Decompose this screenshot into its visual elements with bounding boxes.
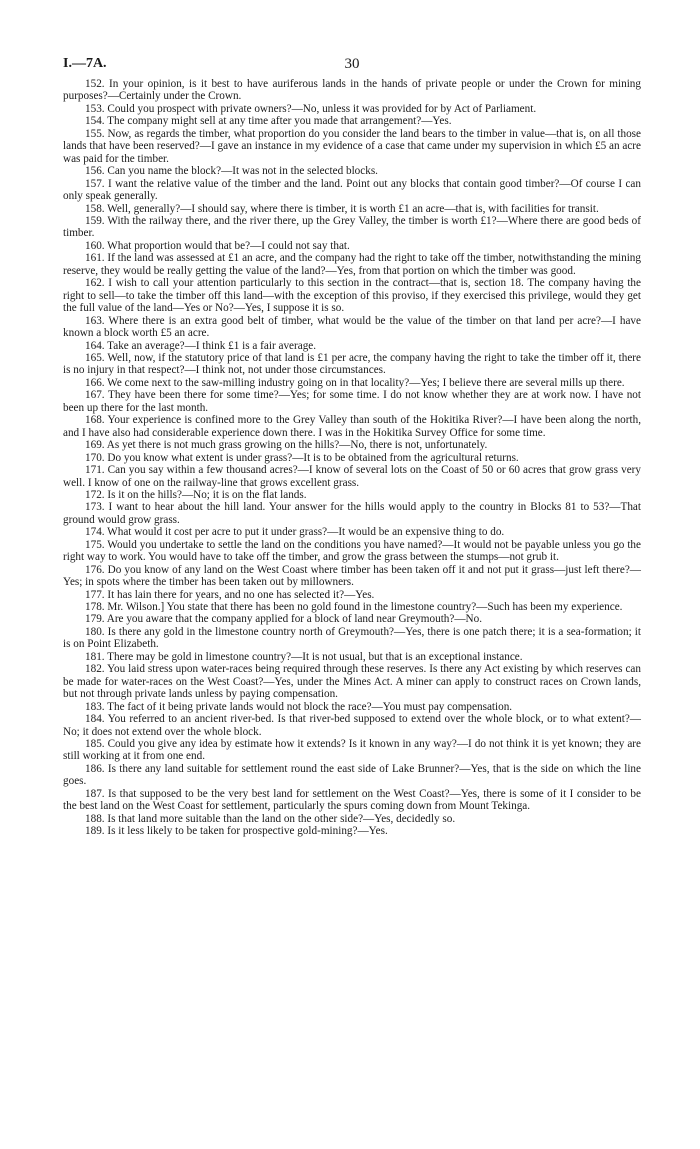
question-answer-paragraph: 173. I want to hear about the hill land. Your answer for the hills would apply to the country in Blocks 81 to 53?—That ground would grow grass.: [63, 501, 641, 526]
question-answer-paragraph: 176. Do you know of any land on the West Coast where timber has been taken off it and not put it grass—just left there?—Yes; in spots where the timber has been taken out by millowners.: [63, 563, 641, 589]
page-number: 30: [344, 56, 360, 72]
question-answer-paragraph: 186. Is there any land suitable for settlement round the east side of Lake Brunner?—Yes, that is the side on which the line goes.: [63, 762, 641, 788]
question-answer-paragraph: 189. Is it less likely to be taken for prospective gold-mining?—Yes.: [85, 825, 388, 838]
question-answer-paragraph: 175. Would you undertake to settle the land on the conditions you have named?—It would not be payable unless you go the right way to work. You would have to take off the timber, and grow the grass between the stumps—not grub it.: [63, 538, 641, 564]
question-answer-paragraph: 174. What would it cost per acre to put it under grass?—It would be an expensive thing to do.: [85, 526, 505, 539]
question-answer-paragraph: 154. The company might sell at any time after you made that arrangement?—Yes.: [85, 115, 452, 128]
question-answer-paragraph: 157. I want the relative value of the timber and the land. Point out any blocks that contain good timber?—Of course I can only speak generally.: [63, 177, 641, 203]
question-answer-paragraph: 182. You laid stress upon water-races being required through these reserves. Is there any Act existing by which reserves can be made for water-races on the West Coast?—Yes, under the Mines Act. A miner can apply to construct races on Crown lands, but not through private lands unless by paying compensation.: [63, 663, 641, 701]
question-answer-paragraph: 168. Your experience is confined more to the Grey Valley than south of the Hokitika River?—I have been along the north, and I have also had considerable experience down there. I was in the Hokitika Survey Office for some time.: [63, 414, 641, 439]
document-body: [63, 78, 641, 838]
question-answer-paragraph: 158. Well, generally?—I should say, where there is timber, it is worth £1 an acre—that is, with facilities for transit.: [85, 202, 599, 215]
question-answer-paragraph: 178. Mr. Wilson.] You state that there has been no gold found in the limestone country?—Such has been my experience.: [85, 601, 623, 614]
question-answer-paragraph: 184. You referred to an ancient river-bed. Is that river-bed supposed to extend over the whole block, or to what extent?—No; it does not extend over the whole block.: [63, 713, 641, 738]
question-answer-paragraph: 162. I wish to call your attention particularly to this section in the contract—that is, section 18. The company having the right to sell—to take the timber off this land—with the exception of this proviso, if they exercised this privilege, would they get the full value of the land—Yes or No?—Yes, I suppose it is so.: [63, 277, 641, 315]
question-answer-paragraph: 161. If the land was assessed at £1 an acre, and the company had the right to take off the timber, notwithstanding the mining reserve, they would be really getting the value of the land?—Yes, from that portion on which the timber was good.: [63, 252, 641, 277]
question-answer-paragraph: 172. Is it on the hills?—No; it is on the flat lands.: [85, 488, 307, 501]
question-answer-paragraph: 166. We come next to the saw-milling industry going on in that locality?—Yes; I believe there are several mills up there.: [85, 376, 625, 389]
question-answer-paragraph: 181. There may be gold in limestone country?—It is not usual, but that is an exceptional instance.: [85, 650, 523, 663]
question-answer-paragraph: 155. Now, as regards the timber, what proportion do you consider the land bears to the timber in value—that is, on all those lands that have been reserved?—I gave an instance in my evidence of a case that came under my supervision in which £5 an acre was paid for the timber.: [63, 127, 641, 165]
question-answer-paragraph: 177. It has lain there for years, and no one has selected it?—Yes.: [85, 588, 375, 601]
question-answer-paragraph: 169. As yet there is not much grass growing on the hills?—No, there is not, unfortunately.: [85, 439, 488, 452]
question-answer-paragraph: 187. Is that supposed to be the very best land for settlement on the West Coast?—Yes, there is some of it I consider to be the best land on the West Coast for settlement, particularly the spurs coming down from Mount Tekinga.: [63, 787, 641, 813]
question-answer-paragraph: 156. Can you name the block?—It was not in the selected blocks.: [85, 165, 378, 178]
question-answer-paragraph: 179. Are you aware that the company applied for a block of land near Greymouth?—No.: [85, 613, 483, 626]
question-answer-paragraph: 165. Well, now, if the statutory price of that land is £1 per acre, the company having the right to take the timber off it, there is no injury in that respect?—I think not, not under those circumstances.: [63, 351, 641, 377]
question-answer-paragraph: 183. The fact of it being private lands would not block the race?—You must pay compensation.: [85, 700, 513, 713]
question-answer-paragraph: 171. Can you say within a few thousand acres?—I know of several lots on the Coast of 50 or 60 acres that grow grass very well. I know of one on the railway-line that grows excellent grass.: [63, 464, 641, 489]
question-answer-paragraph: 159. With the railway there, and the river there, up the Grey Valley, the timber is worth £1?—Where there are good beds of timber.: [63, 214, 641, 240]
question-answer-paragraph: 167. They have been there for some time?—Yes; for some time. I do not know whether they are at work now. I have not been up there for the last month.: [63, 389, 641, 414]
document-reference: I.—7A.: [63, 56, 107, 71]
question-answer-paragraph: 164. Take an average?—I think £1 is a fair average.: [85, 339, 317, 352]
page-header: [63, 56, 641, 76]
question-answer-paragraph: 152. In your opinion, is it best to have auriferous lands in the hands of private people or under the Crown for mining purposes?—Certainly under the Crown.: [63, 78, 641, 103]
question-answer-paragraph: 185. Could you give any idea by estimate how it extends? Is it known in any way?—I do not think it is yet known; they are still working at it from one end.: [63, 738, 641, 763]
question-answer-paragraph: 163. Where there is an extra good belt of timber, what would be the value of the timber on that land per acre?—I have known a block worth £5 an acre.: [63, 314, 641, 340]
question-answer-paragraph: 153. Could you prospect with private owners?—No, unless it was provided for by Act of Parliament.: [85, 102, 537, 115]
question-answer-paragraph: 180. Is there any gold in the limestone country north of Greymouth?—Yes, there is one patch there; it is a sea-formation; it is on Point Elizabeth.: [63, 625, 641, 651]
question-answer-paragraph: 160. What proportion would that be?—I could not say that.: [85, 239, 350, 252]
question-answer-paragraph: 188. Is that land more suitable than the land on the other side?—Yes, decidedly so.: [85, 812, 456, 825]
question-answer-paragraph: 170. Do you know what extent is under grass?—It is to be obtained from the agricultural returns.: [85, 451, 519, 464]
